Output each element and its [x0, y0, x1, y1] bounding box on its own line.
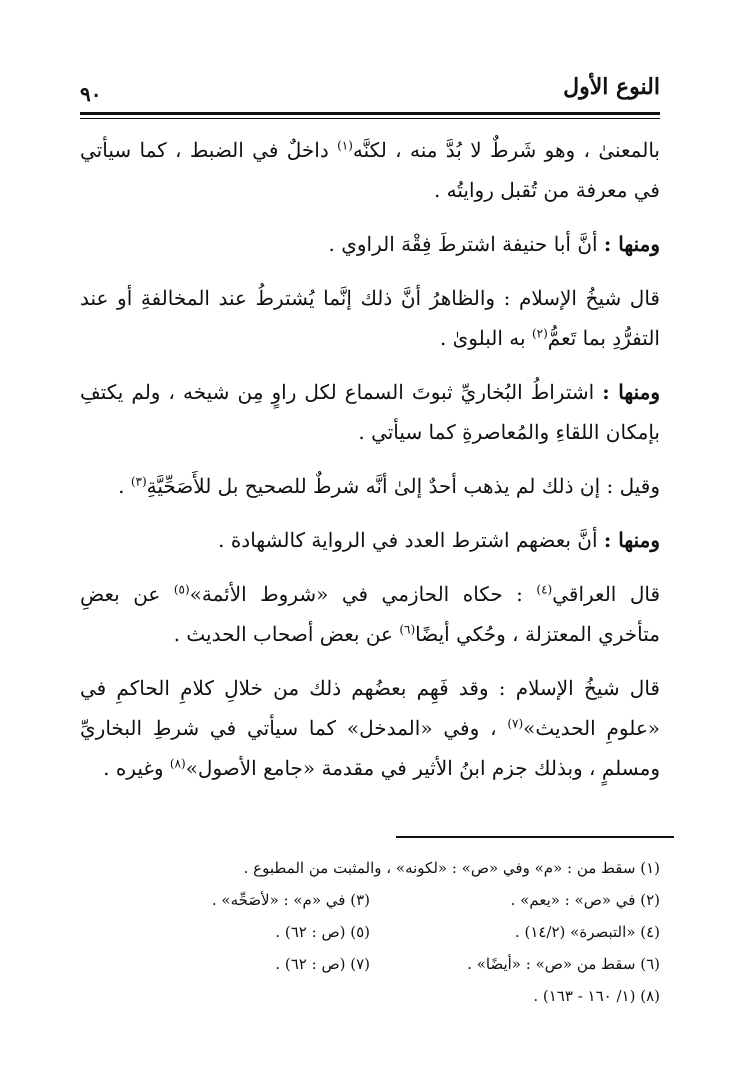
- paragraph: قال شيخُ الإسلام : والظاهرُ أنَّ ذلك إنَّما يُشترطُ عند المخالفةِ أو عند التفرُّدِ بما تَعمُّ$^{(٢)}$ به البلوىٰ .: [80, 286, 660, 350]
- footnote: (٣) في «م» : «لأصَحِّه» .: [211, 891, 370, 909]
- paragraph: بالمعنىٰ ، وهو شَرطٌ لا بُدَّ منه ، لكنَّه$^{(١)}$ داخلٌ في الضبط ، كما سيأتي في معرفة من تُقبل روايتُه .: [80, 138, 660, 202]
- footnote-separator: [396, 836, 674, 838]
- header-rule-thick: [80, 112, 660, 115]
- page-number: ٩٠: [80, 82, 102, 106]
- footnote-row: [80, 980, 660, 1012]
- paragraph: ومنها : اشتراطُ البُخاريِّ ثبوتَ السماع لكل راوٍ مِن شيخه ، ولم يكتفِ بإمكان اللقاءِ والمُعاصرةِ كما سيأتي .: [80, 380, 660, 444]
- paragraph: ومنها : أنَّ بعضهم اشترط العدد في الرواية كالشهادة .: [218, 528, 660, 552]
- footnote-ref: (١): [337, 138, 353, 153]
- paragraph-lead: ومنها :: [602, 380, 660, 404]
- footnote-ref: (٤): [536, 582, 553, 597]
- footnote: (٥) (ص : ٦٢) .: [275, 923, 370, 941]
- header-rule-thin: [80, 118, 660, 119]
- footnote-ref: (٥): [173, 582, 190, 597]
- footnote-ref: (٣): [130, 474, 147, 489]
- footnote: (٨) (١/ ١٦٠ - ١٦٣) .: [533, 987, 660, 1005]
- paragraph-lead: ومنها :: [603, 528, 660, 552]
- footnote: (٢) في «ص» : «يعم» .: [510, 891, 660, 909]
- footnote: (٦) سقط من «ص» : «أيضًا» .: [467, 955, 660, 973]
- footnote-row: [80, 852, 660, 884]
- footnote-row: [80, 884, 660, 916]
- paragraph: وقيل : إن ذلك لم يذهب أحدٌ إلىٰ أنَّه شرطٌ للصحيح بل للأَصَحِّيَّةِ$^{(٣)}$ .: [118, 474, 660, 498]
- footnote-ref: (٧): [507, 716, 524, 731]
- footnote-row: [80, 916, 660, 948]
- running-header: [80, 70, 660, 106]
- paragraph: ومنها : أنَّ أبا حنيفة اشترطَ فِقْهَ الراوي .: [328, 232, 660, 256]
- footnote-ref: (٢): [531, 326, 548, 341]
- chapter-title: النوع الأول: [563, 74, 660, 100]
- footnotes: [80, 852, 660, 1012]
- footnote: (١) سقط من : «م» وفي «ص» : «لكونه» ، والمثبت من المطبوع .: [243, 859, 660, 877]
- footnote-row: [80, 948, 660, 980]
- paragraph: قال شيخُ الإسلام : وقد فَهِم بعضُهم ذلك من خلالِ كلامِ الحاكمِ في «علومِ الحديث»$^{(٧)}$ ، وفي «المدخل» كما سيأتي في شرطِ البخاريِّ ومسلمٍ ، وبذلك جزم ابنُ الأثير في مقدمة «جامع الأصول»$^{(٨)}$ وغيره .: [80, 676, 660, 780]
- footnote: (٤) «التبصرة» (١٤/٢) .: [514, 923, 660, 941]
- footnote: (٧) (ص : ٦٢) .: [275, 955, 370, 973]
- paragraph-lead: ومنها :: [603, 232, 660, 256]
- paragraph: قال العراقي$^{(٤)}$ : حكاه الحازمي في «شروط الأئمة»$^{(٥)}$ عن بعضِ متأخري المعتزلة ، وحُكي أيضًا$^{(٦)}$ عن بعض أصحاب الحديث .: [80, 582, 660, 646]
- footnote-ref: (٦): [399, 622, 416, 637]
- footnote-ref: (٨): [169, 756, 186, 771]
- main-text: [80, 130, 660, 802]
